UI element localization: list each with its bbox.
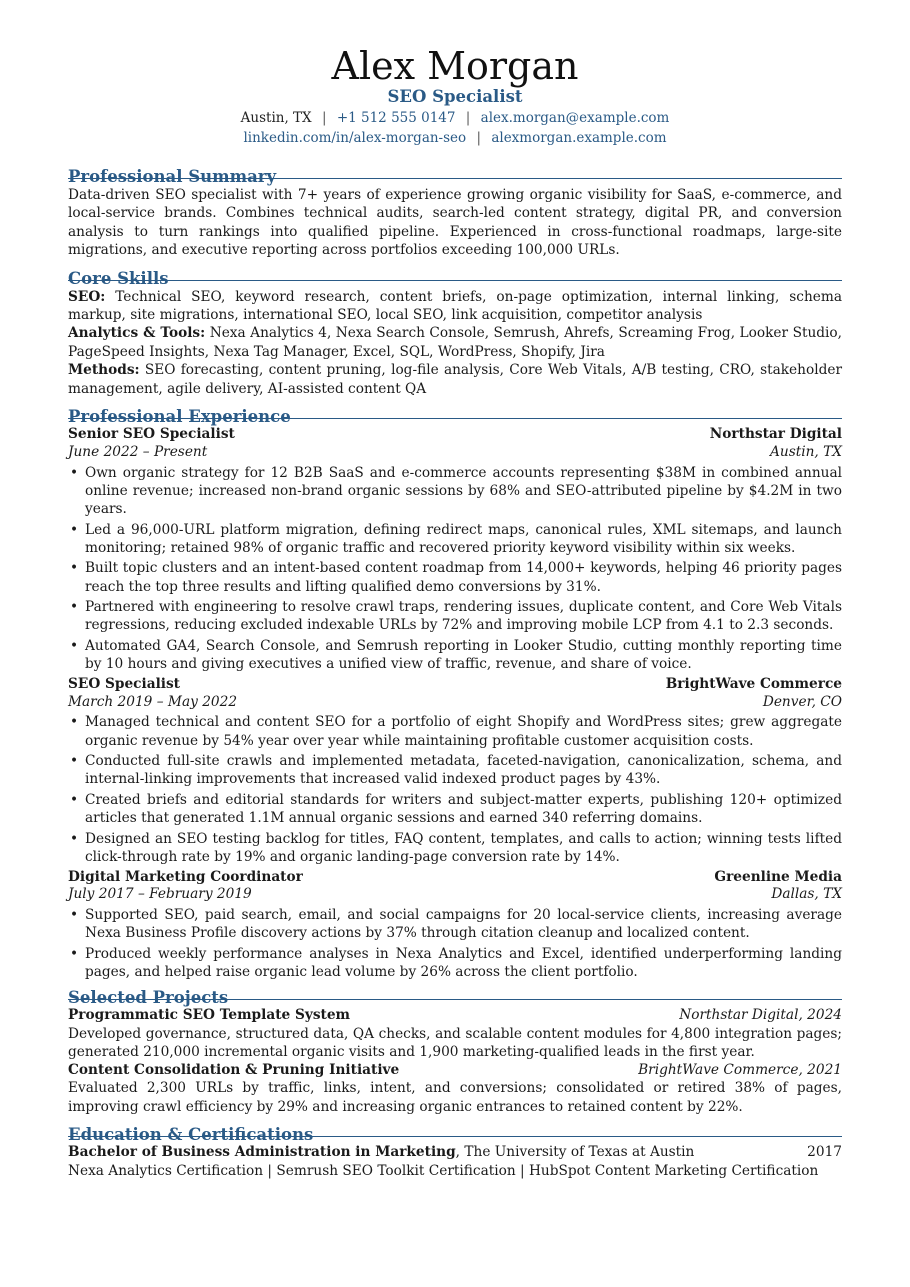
skills-section xyxy=(68,268,842,398)
job-company: BrightWave Commerce xyxy=(665,675,842,692)
job-meta xyxy=(68,694,842,712)
job-bullet: • Partnered with engineering to resolve crawl traps, rendering issues, duplicate content, and Core Web Vitals regressions, reducing excluded indexable URLs by 72% and improving mobile LCP from 4.1 to 2.3 seconds. xyxy=(68,598,842,634)
job-dates: March 2019 – May 2022 xyxy=(68,693,238,710)
skill-label: Methods: xyxy=(68,362,140,379)
candidate-name: Alex Morgan xyxy=(331,44,579,88)
job-header xyxy=(68,426,842,444)
job-bullet: • Supported SEO, paid search, email, and social campaigns for 20 local-service clients, increasing average Nexa Business Profile discovery actions by 37% through citation cleanup and localized content. xyxy=(68,906,842,942)
job-meta xyxy=(68,444,842,462)
projects-section xyxy=(68,987,842,1116)
section-header xyxy=(68,268,842,288)
separator: | xyxy=(465,110,471,126)
degree-row xyxy=(68,1144,842,1162)
job-bullet: • Managed technical and content SEO for a portfolio of eight Shopify and WordPress sites; grew aggregate organic revenue by 54% year over year while maintaining profitable customer acquisition costs. xyxy=(68,713,842,749)
summary-text: Data-driven SEO specialist with 7+ years of experience growing organic visibility for SaaS, e-commerce, and local-service brands. Combines technical audits, search-led content strategy, digital PR, and conversion analysis to turn rankings into qualified pipeline. Experienced in cross-functional roadmaps, large-site migrations, and executive reporting across portfolios exceeding 100,000 URLs. xyxy=(68,187,842,259)
project-text: Evaluated 2,300 URLs by traffic, links, intent, and conversions; consolidated or retired 38% of pages, improving crawl efficiency by 29% and increasing organic entrances to retained content by 22%. xyxy=(68,1080,842,1115)
job-header xyxy=(68,676,842,694)
job-location: Dallas, TX xyxy=(771,886,842,903)
section-title: Selected Projects xyxy=(68,988,229,1008)
job-bullets xyxy=(68,906,842,981)
experience-section xyxy=(68,406,842,981)
job-header xyxy=(68,869,842,887)
section-title: Professional Experience xyxy=(68,407,291,427)
project-context: Northstar Digital, 2024 xyxy=(679,1007,842,1024)
graduation-year: 2017 xyxy=(807,1144,842,1161)
email-link[interactable]: alex.morgan@example.com xyxy=(480,110,670,126)
job-bullets xyxy=(68,464,842,674)
job-location: Austin, TX xyxy=(770,443,842,460)
summary-section xyxy=(68,166,842,260)
website-link[interactable]: alexmorgan.example.com xyxy=(491,130,667,146)
job-company: Greenline Media xyxy=(714,868,842,885)
section-header xyxy=(68,166,842,186)
job-bullet: • Produced weekly performance analyses in Nexa Analytics and Excel, identified underperforming landing pages, and helped raise organic lead volume by 26% across the client portfolio. xyxy=(68,945,842,981)
education-section xyxy=(68,1124,842,1180)
job-bullet: • Own organic strategy for 12 B2B SaaS and e-commerce accounts representing $38M in combined annual online revenue; increased non-brand organic sessions by 68% and SEO-attributed pipeline by $4.2M in two years. xyxy=(68,464,842,519)
resume-page xyxy=(68,0,842,1180)
job-role: SEO Specialist xyxy=(68,675,180,692)
section-title: Core Skills xyxy=(68,268,169,288)
skill-label: SEO: xyxy=(68,288,106,305)
job-company: Northstar Digital xyxy=(709,426,842,443)
location: Austin, TX xyxy=(240,110,312,126)
project-header xyxy=(68,1062,842,1080)
section-rule xyxy=(68,418,842,419)
phone-link[interactable]: +1 512 555 0147 xyxy=(336,110,456,126)
job-dates: July 2017 – February 2019 xyxy=(68,886,252,903)
certifications-line: Nexa Analytics Certification | Semrush SEO Toolkit Certification | HubSpot Content Marketing Certification xyxy=(68,1163,819,1180)
job-meta xyxy=(68,886,842,904)
job-entry xyxy=(68,869,842,982)
job-bullets xyxy=(68,713,842,866)
section-header xyxy=(68,406,842,426)
section-rule xyxy=(68,280,842,281)
section-header xyxy=(68,1124,842,1144)
job-entry xyxy=(68,426,842,673)
job-bullet: • Created briefs and editorial standards for writers and subject-matter experts, publishing 120+ optimized articles that generated 1.1M annual organic sessions and earned 340 referring domains. xyxy=(68,791,842,827)
job-bullet: • Built topic clusters and an intent-based content roadmap from 14,000+ keywords, helping 46 priority pages reach the top three results and lifting qualified demo conversions by 31%. xyxy=(68,559,842,595)
skill-group xyxy=(68,288,842,325)
project-header xyxy=(68,1007,842,1025)
section-rule xyxy=(68,178,842,179)
contact-line-2 xyxy=(68,128,842,148)
job-bullet: • Conducted full-site crawls and implemented metadata, faceted-navigation, canonicalization, schema, and internal-linking improvements that increased valid indexed product pages by 43%. xyxy=(68,752,842,788)
section-rule xyxy=(68,1136,842,1137)
degree-name: Bachelor of Business Administration in Marketing xyxy=(68,1144,456,1161)
job-role: Digital Marketing Coordinator xyxy=(68,868,303,885)
project-name: Programmatic SEO Template System xyxy=(68,1007,351,1024)
separator: | xyxy=(321,110,327,126)
job-dates: June 2022 – Present xyxy=(68,443,208,460)
project-context: BrightWave Commerce, 2021 xyxy=(638,1061,842,1078)
job-bullet: • Led a 96,000-URL platform migration, defining redirect maps, canonical rules, XML sitemaps, and launch monitoring; retained 98% of organic traffic and recovered priority keyword visibility within six weeks. xyxy=(68,521,842,557)
project-entry xyxy=(68,1007,842,1061)
skill-label: Analytics & Tools: xyxy=(68,325,206,342)
skill-text: SEO forecasting, content pruning, log-file analysis, Core Web Vitals, A/B testing, CRO, stakeholder management, agile delivery, AI-assisted content QA xyxy=(68,362,842,397)
project-entry xyxy=(68,1062,842,1116)
candidate-title: SEO Specialist xyxy=(387,87,523,106)
skill-text: Technical SEO, keyword research, content briefs, on-page optimization, internal linking, schema markup, site migrations, international SEO, local SEO, link acquisition, competitor analysis xyxy=(68,288,842,324)
section-rule xyxy=(68,999,842,1000)
linkedin-link[interactable]: linkedin.com/in/alex-morgan-seo xyxy=(243,130,467,146)
school-name: , The University of Texas at Austin xyxy=(455,1144,695,1161)
section-title: Education & Certifications xyxy=(68,1125,314,1145)
job-bullet: • Automated GA4, Search Console, and Semrush reporting in Looker Studio, cutting monthly reporting time by 10 hours and giving executives a unified view of traffic, revenue, and share of voice. xyxy=(68,637,842,673)
project-text: Developed governance, structured data, QA checks, and scalable content modules for 4,800 integration pages; generated 210,000 incremental organic visits and 1,900 marketing-qualified leads in the first year. xyxy=(68,1026,842,1061)
project-name: Content Consolidation & Pruning Initiative xyxy=(68,1061,400,1078)
job-location: Denver, CO xyxy=(762,693,842,710)
skill-group xyxy=(68,324,842,361)
contact-line-1 xyxy=(68,108,842,128)
job-role: Senior SEO Specialist xyxy=(68,426,235,443)
job-entry xyxy=(68,676,842,866)
job-bullet: • Designed an SEO testing backlog for titles, FAQ content, templates, and calls to action; winning tests lifted click-through rate by 19% and organic landing-page conversion rate by 14%. xyxy=(68,830,842,866)
degree-line xyxy=(68,1144,694,1162)
skill-group xyxy=(68,361,842,398)
section-title: Professional Summary xyxy=(68,167,277,186)
skill-text: Nexa Analytics 4, Nexa Search Console, Semrush, Ahrefs, Screaming Frog, Looker Studio, PageSpeed Insights, Nexa Tag Manager, Excel, SQL, WordPress, Shopify, Jira xyxy=(68,325,842,360)
section-header xyxy=(68,987,842,1007)
separator: | xyxy=(476,130,482,146)
